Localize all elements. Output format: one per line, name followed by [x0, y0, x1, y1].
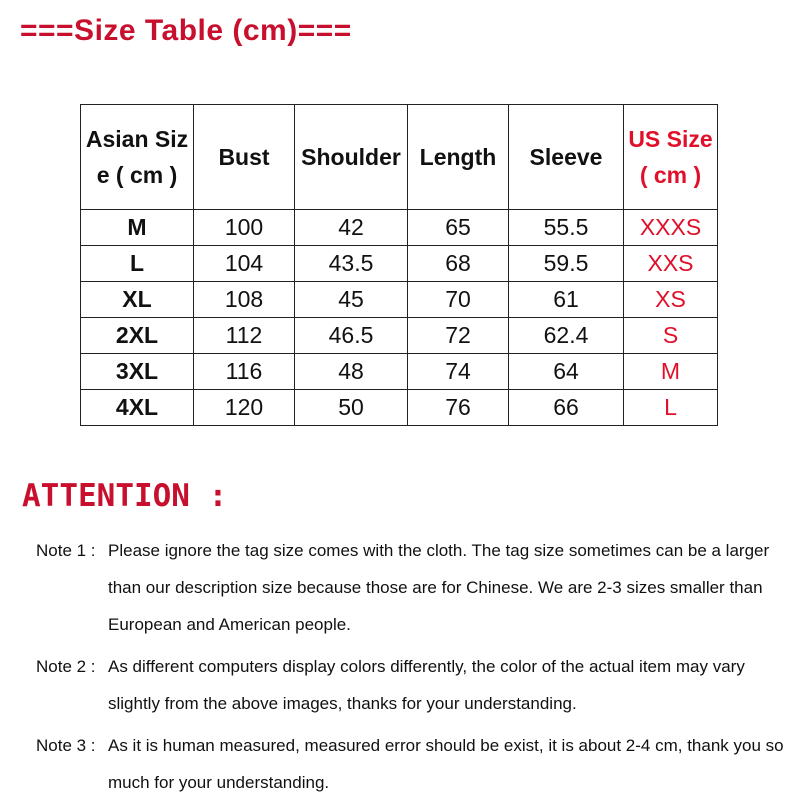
table-cell: 76 — [408, 390, 509, 426]
note-3 — [36, 727, 796, 801]
note-2 — [36, 648, 796, 722]
note-label: Note 1 : — [36, 541, 96, 560]
table-cell: 55.5 — [509, 210, 624, 246]
table-cell: M — [624, 354, 718, 390]
table-cell: 43.5 — [295, 246, 408, 282]
table-cell: 48 — [295, 354, 408, 390]
attention-heading: ATTENTION : — [22, 478, 228, 514]
note-text: Please ignore the tag size comes with the cloth. The tag size sometimes can be a larger than our description size because those are for Chinese. We are 2-3 sizes smaller than European and American people. — [108, 541, 770, 634]
header-length: Length — [408, 105, 509, 210]
table-cell: 108 — [194, 282, 295, 318]
table-cell: 42 — [295, 210, 408, 246]
note-text: As it is human measured, measured error should be exist, it is about 2-4 cm, thank you so much for your understanding. — [108, 736, 784, 792]
table-cell: 3XL — [81, 354, 194, 390]
notes-list — [36, 532, 796, 806]
table-cell: L — [81, 246, 194, 282]
table-cell: 65 — [408, 210, 509, 246]
table-header-row — [81, 105, 718, 210]
table-cell: 61 — [509, 282, 624, 318]
table-row — [81, 282, 718, 318]
table-row — [81, 246, 718, 282]
table-cell: 74 — [408, 354, 509, 390]
table-cell: 100 — [194, 210, 295, 246]
table-cell: 50 — [295, 390, 408, 426]
table-cell: 120 — [194, 390, 295, 426]
table-cell: S — [624, 318, 718, 354]
table-cell: 64 — [509, 354, 624, 390]
header-asian-size: Asian Siz e ( cm ) — [81, 105, 194, 210]
table-cell: 112 — [194, 318, 295, 354]
table-cell: 72 — [408, 318, 509, 354]
header-shoulder: Shoulder — [295, 105, 408, 210]
note-label: Note 3 : — [36, 736, 96, 755]
table-row — [81, 390, 718, 426]
table-cell: 4XL — [81, 390, 194, 426]
size-table-title: ===Size Table (cm)=== — [20, 14, 352, 47]
note-text: As different computers display colors differently, the color of the actual item may vary slightly from the above images, thanks for your understanding. — [108, 657, 745, 713]
table-cell: 104 — [194, 246, 295, 282]
table-cell: 59.5 — [509, 246, 624, 282]
table-cell: 68 — [408, 246, 509, 282]
table-cell: 70 — [408, 282, 509, 318]
header-sleeve: Sleeve — [509, 105, 624, 210]
header-bust: Bust — [194, 105, 295, 210]
table-cell: XS — [624, 282, 718, 318]
table-cell: 46.5 — [295, 318, 408, 354]
table-cell: 2XL — [81, 318, 194, 354]
header-us-size: US Size ( cm ) — [624, 105, 718, 210]
table-row — [81, 318, 718, 354]
note-label: Note 2 : — [36, 657, 96, 676]
table-cell: 62.4 — [509, 318, 624, 354]
size-table — [80, 104, 718, 426]
table-cell: 45 — [295, 282, 408, 318]
table-cell: M — [81, 210, 194, 246]
table-cell: 116 — [194, 354, 295, 390]
table-row — [81, 210, 718, 246]
table-cell: XXS — [624, 246, 718, 282]
table-row — [81, 354, 718, 390]
table-cell: 66 — [509, 390, 624, 426]
table-cell: XXXS — [624, 210, 718, 246]
table-cell: XL — [81, 282, 194, 318]
note-1 — [36, 532, 796, 643]
table-cell: L — [624, 390, 718, 426]
